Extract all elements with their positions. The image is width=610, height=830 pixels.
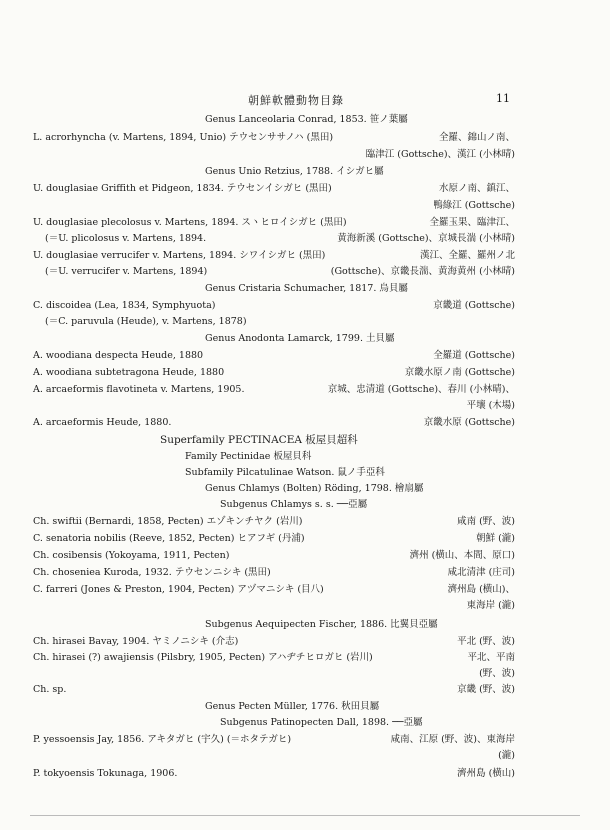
locality: 咸南 (野、波) — [457, 516, 515, 527]
species-entry: U. douglasiae plecolosus v. Martens, 1894. スヽヒロイシガヒ (黒田) — [33, 217, 347, 228]
locality: 平壤 (木場) — [466, 400, 515, 411]
page-number: 11 — [496, 92, 510, 105]
locality: 濟州 (横山、本間、原口) — [409, 550, 515, 561]
locality: 咸南、江原 (野、波)、東海岸 — [390, 734, 515, 745]
species-entry: C. discoidea (Lea, 1834, Symphyuota) — [33, 300, 216, 311]
locality: 臨津江 (Gottsche)、漢江 (小林晴) — [365, 149, 515, 160]
species-entry: Ch. choseniea Kuroda, 1932. テウセンニシキ (黒田) — [33, 567, 271, 578]
bottom-divider — [30, 815, 580, 816]
subfamily-heading: Subfamily Pilcatulinae Watson. 鼠ノ手亞科 — [185, 467, 385, 478]
locality: 京畿水原 (Gottsche) — [423, 417, 515, 428]
species-entry: A. woodiana subtetragona Heude, 1880 — [33, 367, 225, 378]
locality: (Gottsche)、京畿長湍、黄海黄州 (小林晴) — [330, 266, 515, 277]
locality: (野、波) — [479, 668, 515, 679]
subgenus-heading: Subgenus Aequipecten Fischer, 1886. 比翼貝亞屬 — [205, 619, 438, 630]
genus-heading: Genus Pecten Müller, 1776. 秋田貝屬 — [205, 701, 380, 712]
species-entry: Ch. swiftii (Bernardi, 1858, Pecten) エゾキンチヤク (岩川) — [33, 516, 303, 527]
locality: 濟州島 (横山)、 — [447, 584, 515, 595]
running-header: 朝鮮軟體動物目錄 — [248, 94, 344, 107]
locality: 濟州島 (横山) — [457, 768, 515, 779]
genus-heading: Genus Anodonta Lamarck, 1799. 土貝屬 — [205, 333, 395, 344]
locality: 咸北清津 (庄司) — [447, 567, 515, 578]
genus-heading: Genus Cristaria Schumacher, 1817. 烏貝屬 — [205, 283, 408, 294]
locality: 黄海新溪 (Gottsche)、京城長湍 (小林晴) — [337, 233, 515, 244]
species-entry: U. douglasiae verrucifer v. Martens, 1894. シワイシガヒ (黒田) — [33, 250, 326, 261]
locality: 平北、平南 — [467, 652, 515, 663]
species-entry: C. farreri (Jones & Preston, 1904, Pecten) アヅマニシキ (目八) — [33, 584, 324, 595]
locality: 京畿 (野、波) — [457, 684, 515, 695]
family-heading: Family Pectinidae 板屋貝科 — [185, 451, 312, 462]
species-entry: P. yessoensis Jay, 1856. アキタガヒ (宇久) (＝ホタテガヒ) — [33, 734, 292, 745]
genus-heading: Genus Chlamys (Bolten) Röding, 1798. 檜扇屬 — [205, 483, 424, 494]
species-entry: Ch. cosibensis (Yokoyama, 1911, Pecten) — [33, 550, 230, 561]
locality: 全羅玉果、臨津江、 — [429, 217, 515, 228]
locality: 京畿道 (Gottsche) — [433, 300, 515, 311]
synonym: (＝C. paruvula (Heude), v. Martens, 1878) — [45, 316, 247, 327]
species-entry: Ch. sp. — [33, 684, 67, 695]
locality: 平北 (野、波) — [457, 636, 515, 647]
species-entry: A. arcaeformis flavotineta v. Martens, 1905. — [33, 384, 245, 395]
synonym: (＝U. verrucifer v. Martens, 1894) — [45, 266, 208, 277]
species-entry: Ch. hirasei Bavay, 1904. ヤミノニシキ (介志) — [33, 636, 239, 647]
superfamily-heading: Superfamily PECTINACEA 板屋貝超科 — [160, 434, 358, 446]
locality: 水原ノ南、鎮江、 — [438, 183, 515, 194]
locality: 東海岸 (瀧) — [466, 600, 515, 611]
locality: 京畿水原ノ南 (Gottsche) — [404, 367, 515, 378]
subgenus-heading: Subgenus Chlamys s. s. ──亞屬 — [220, 499, 368, 510]
genus-heading: Genus Unio Retzius, 1788. イシガヒ屬 — [205, 166, 384, 177]
species-entry: A. arcaeformis Heude, 1880. — [33, 417, 172, 428]
species-entry: Ch. hirasei (?) awajiensis (Pilsbry, 1905, Pecten) アハヂチヒロガヒ (岩川) — [33, 652, 373, 663]
species-entry: L. acrorhyncha (v. Martens, 1894, Unio) テウセンササノハ (黒田) — [33, 132, 334, 143]
species-entry: A. woodiana despecta Heude, 1880 — [33, 350, 204, 361]
subgenus-heading: Subgenus Patinopecten Dall, 1898. ──亞屬 — [220, 717, 423, 728]
locality: 朝鮮 (瀧) — [476, 533, 515, 544]
genus-heading: Genus Lanceolaria Conrad, 1853. 笹ノ葉屬 — [205, 114, 408, 125]
species-entry: C. senatoria nobilis (Reeve, 1852, Pecten) ヒアフギ (丹浦) — [33, 533, 305, 544]
locality: 鴨綠江 (Gottsche) — [433, 200, 515, 211]
locality: 全羅、錦山ノ南、 — [438, 132, 515, 143]
locality: (瀧) — [498, 750, 515, 761]
locality: 京城、忠清道 (Gottsche)、春川 (小林晴)、 — [327, 384, 515, 395]
locality: 全羅道 (Gottsche) — [433, 350, 515, 361]
synonym: (＝U. plicolosus v. Martens, 1894. — [45, 233, 207, 244]
locality: 漢江、全羅、羅州ノ北 — [419, 250, 515, 261]
species-entry: P. tokyoensis Tokunaga, 1906. — [33, 768, 178, 779]
species-entry: U. douglasiae Griffith et Pidgeon, 1834. テウセンイシガヒ (黒田) — [33, 183, 332, 194]
